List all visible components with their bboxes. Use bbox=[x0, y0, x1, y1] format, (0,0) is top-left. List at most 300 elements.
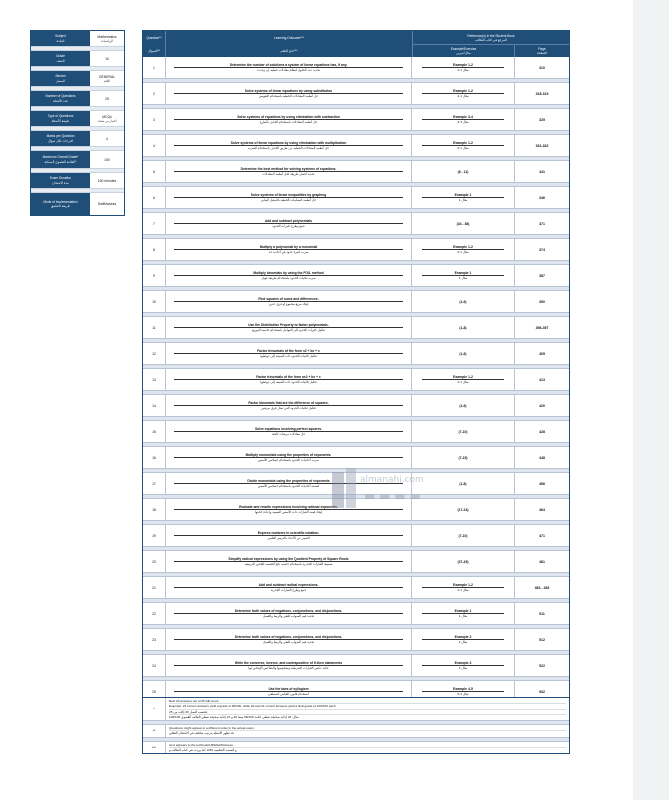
example-ar: مثال 2 bbox=[422, 639, 504, 644]
page-reference: 390 bbox=[539, 299, 545, 304]
info-label-en: Grade bbox=[56, 54, 65, 59]
info-label-en: Marks per Question bbox=[46, 134, 75, 139]
page-reference: 405 bbox=[539, 351, 545, 356]
outcome-ar: كتابة عكس العبارات الشرطية ومعكوسها والمعاكس الإيجابي لها bbox=[174, 665, 403, 670]
info-label-ar: طريقة التطبيق bbox=[50, 204, 71, 208]
outcome-ar: استخدام قانون القياس المنطقي bbox=[174, 691, 403, 696]
example-en: (34 - 38) bbox=[456, 221, 470, 226]
info-label-ar: طبيعة الأسئلة bbox=[51, 118, 70, 123]
note-line: Example: 24 correct answers yield a grade of 96/100, while 20 and 21 correct answers yield a final grade of 100/100 each. bbox=[169, 704, 566, 709]
note-line: كما وردت في كتاب الطالب و LMS و المنصة التعليمية bbox=[169, 748, 237, 753]
header-reference-ar: المرجع في كتاب الطالب bbox=[475, 37, 507, 42]
page-reference: 331-332 bbox=[535, 143, 549, 148]
outcome-ar: ضرب كثيرة حدود في أحادية حد bbox=[174, 249, 403, 254]
page-reference: 448 bbox=[539, 455, 545, 460]
example-reference bbox=[412, 629, 515, 650]
outcome-en: Solve systems of linear inequalities by graphing bbox=[250, 192, 327, 197]
outcome-ar: حل أنظمة المتباينات الخطية بالتمثيل البياني bbox=[174, 197, 403, 202]
info-value-ar: العام bbox=[104, 78, 110, 83]
example-reference bbox=[412, 421, 515, 442]
info-value bbox=[90, 131, 124, 146]
table-row bbox=[143, 603, 569, 625]
outcome-en: Multiply monomials using the properties of exponents. bbox=[245, 452, 332, 457]
outcome-en: Determine truth values of negations, conjunctions, and disjunctions. bbox=[234, 634, 343, 639]
header-example-ar: مثال/تمرين bbox=[456, 51, 471, 55]
outcome-en: Divide monomials using the properties of exponents bbox=[247, 478, 330, 483]
example-ar: مثال 1 bbox=[422, 275, 504, 280]
info-label bbox=[31, 111, 90, 126]
example-en: (1-6) bbox=[459, 299, 467, 304]
header-reference-top bbox=[413, 31, 569, 45]
info-value bbox=[90, 173, 124, 188]
info-value bbox=[90, 193, 124, 215]
example-reference bbox=[412, 655, 515, 676]
learning-outcome bbox=[166, 395, 412, 416]
outcome-en: Use the laws of syllogism bbox=[268, 686, 309, 691]
example-ar: مثال 1 bbox=[422, 613, 504, 618]
note-row bbox=[143, 698, 569, 721]
question-number: 1 bbox=[143, 57, 166, 78]
question-number: 2 bbox=[143, 83, 166, 104]
table-row bbox=[143, 343, 569, 365]
info-row bbox=[31, 51, 124, 67]
question-number: 9 bbox=[143, 265, 166, 286]
table-row bbox=[143, 369, 569, 391]
watermark-book-icon bbox=[332, 472, 344, 508]
example-reference bbox=[412, 525, 515, 546]
page-reference: 456 bbox=[539, 481, 545, 486]
question-number: 16 bbox=[143, 447, 166, 468]
example-reference bbox=[412, 265, 515, 286]
learning-outcome bbox=[166, 421, 412, 442]
info-label-en: Type of Questions bbox=[47, 114, 74, 119]
example-reference bbox=[412, 135, 515, 156]
question-number: 17 bbox=[143, 473, 166, 494]
header-reference-en: Reference(s) in the Student Book bbox=[467, 33, 515, 38]
info-label bbox=[31, 31, 90, 46]
question-number: 4 bbox=[143, 135, 166, 156]
info-row bbox=[31, 111, 124, 127]
outcome-en: Factor trinomials of the form ax2 + bx + c bbox=[256, 374, 321, 379]
question-number: 15 bbox=[143, 421, 166, 442]
page-reference: 511 bbox=[539, 611, 545, 616]
info-label bbox=[31, 51, 90, 66]
header-page-en: Page bbox=[538, 47, 546, 51]
example-ar: مثال 1-2 bbox=[422, 145, 504, 150]
example-reference bbox=[412, 317, 515, 338]
info-value bbox=[90, 51, 124, 66]
outcome-ar: تحليل ثلاثيات الحدود ذات الصيغة إلى عواملها bbox=[174, 353, 403, 358]
outcome-en: Simplify radical expressions by using the Quotient Property of Square Roots bbox=[228, 556, 349, 561]
example-reference bbox=[412, 161, 515, 182]
question-number: 19 bbox=[143, 525, 166, 546]
question-number: 23 bbox=[143, 629, 166, 650]
page-reference: 374 bbox=[539, 247, 545, 252]
outcome-ar: جمع وطرح العبارات الجذرية bbox=[174, 587, 403, 592]
question-number: 3 bbox=[143, 109, 166, 130]
watermark-book-icon bbox=[346, 468, 356, 508]
example-ar: مثال 4-5 bbox=[422, 691, 504, 696]
example-ar: مثال 1-2 bbox=[422, 379, 504, 384]
table-row bbox=[143, 395, 569, 417]
table-row bbox=[143, 317, 569, 339]
learning-outcome bbox=[166, 213, 412, 234]
outcome-en: Evaluate and rewrite expressions involving rational exponents. bbox=[239, 504, 338, 509]
question-number: 22 bbox=[143, 603, 166, 624]
learning-outcome bbox=[166, 109, 412, 130]
page-reference: 346 bbox=[539, 195, 545, 200]
learning-outcome bbox=[166, 265, 412, 286]
info-value bbox=[90, 91, 124, 106]
outcome-ar: التعبير عن الأعداد بالترميز العلمي bbox=[174, 535, 403, 540]
page-reference: 310 bbox=[539, 65, 545, 70]
outcome-ar: ضرب ثنائيات الحدود باستخدام طريقة فويل bbox=[174, 275, 403, 280]
example-en: Example 1 bbox=[454, 271, 472, 275]
example-en: (17-24) bbox=[457, 507, 469, 512]
info-value-ar: اختيار من متعدد bbox=[97, 118, 117, 123]
learning-outcome bbox=[166, 187, 412, 208]
example-en: (7-10) bbox=[458, 533, 468, 538]
page-reference: 483 - 483 bbox=[534, 585, 550, 590]
example-ar: مثال 3-4 bbox=[422, 119, 504, 124]
page-reference: 512 bbox=[539, 637, 545, 642]
info-label bbox=[31, 173, 90, 188]
example-reference bbox=[412, 369, 515, 390]
coverage-table bbox=[142, 30, 570, 708]
example-en: Example 1-2 bbox=[453, 89, 473, 93]
info-value-ar: الرياضيات bbox=[100, 38, 114, 43]
outcome-ar: تحديد عدد الحلول لنظام معادلات خطية، إن وجدت bbox=[174, 67, 403, 72]
table-row bbox=[143, 57, 569, 79]
info-row bbox=[31, 91, 124, 107]
outcome-ar: تحديد قيم الصواب للنفي والربط والفصل bbox=[174, 639, 403, 644]
info-value-en: 4 bbox=[106, 136, 108, 141]
outcome-en: Solve systems of equations by using elimination with subtraction bbox=[237, 114, 340, 119]
info-value bbox=[90, 31, 124, 46]
info-value-en: SwiftAssess bbox=[97, 202, 117, 206]
example-en: (6 - 11) bbox=[457, 169, 469, 174]
question-number: 13 bbox=[143, 369, 166, 390]
info-label-en: Exam Duration bbox=[49, 176, 72, 181]
watermark-arabic-glyphs: ▬ ▬ ▬ ▬ bbox=[364, 489, 421, 503]
example-en: Example 3-4 bbox=[453, 115, 473, 119]
question-number: 25 bbox=[143, 681, 166, 702]
info-value bbox=[90, 71, 124, 86]
outcome-ar: إيجاد قيمة العبارات ذات الأسس النسبية وإعادة كتابتها bbox=[174, 509, 403, 514]
table-body bbox=[143, 57, 569, 707]
learning-outcome bbox=[166, 291, 412, 312]
page-margin-strip bbox=[633, 0, 669, 800]
outcome-ar: حل أنظمة المعادلات الخطية باستخدام التعويض bbox=[174, 93, 403, 98]
outcome-ar: تحديد قيم الصواب للنفي والربط والفصل bbox=[174, 613, 403, 618]
example-en: Example 1 bbox=[454, 609, 472, 613]
learning-outcome bbox=[166, 577, 412, 598]
info-label-ar: المسار bbox=[55, 78, 66, 83]
table-row bbox=[143, 265, 569, 287]
example-reference bbox=[412, 239, 515, 260]
table-row bbox=[143, 551, 569, 573]
info-label-en: Maximum Overall Grade* bbox=[42, 155, 79, 160]
info-label bbox=[31, 193, 90, 215]
outcome-ar: حل أنظمة المعادلات باستخدام الحذف بالطرح bbox=[174, 119, 403, 124]
example-ar: مثال 1-2 bbox=[422, 249, 504, 254]
example-reference bbox=[412, 577, 515, 598]
page-reference: 413 bbox=[539, 377, 545, 382]
outcome-en: Express numbers in scientific notation. bbox=[257, 530, 320, 535]
note-line: تحتسب أفضل 20 إجابة من 25 bbox=[169, 710, 566, 715]
example-en: (1-6) bbox=[459, 403, 467, 408]
example-reference bbox=[412, 213, 515, 234]
outcome-ar: تحليل ثلاثيات الحدود ذات الصيغة إلى عواملها bbox=[174, 379, 403, 384]
example-ar: مثال 1-2 bbox=[422, 587, 504, 592]
outcome-ar: تبسيط العبارات الجذرية باستخدام خاصية ناتج القسمة للجذور التربيعية bbox=[174, 561, 403, 566]
question-number: 11 bbox=[143, 317, 166, 338]
note-line: Questions might appear in a different order in the actual exam. bbox=[169, 726, 566, 731]
outcome-ar: تحليل ثنائيات الحدود التي تمثل فرق مربعين bbox=[174, 405, 403, 410]
example-en: (7-15) bbox=[458, 455, 468, 460]
page-reference: 471 bbox=[539, 533, 545, 538]
learning-outcome bbox=[166, 369, 412, 390]
note-line: مثال: 24 إجابة صحيحة تعطي علامة 96/100 بينما 20 و 21 إجابة صحيحة تعطي العلامة القصوى 100/100 bbox=[169, 714, 299, 719]
question-number: 12 bbox=[143, 343, 166, 364]
example-en: Example 4-5 bbox=[453, 687, 473, 691]
header-example bbox=[413, 45, 515, 57]
example-reference bbox=[412, 291, 515, 312]
outcome-en: Solve systems of linear equations by using substitution bbox=[244, 88, 333, 93]
question-number: 18 bbox=[143, 499, 166, 520]
learning-outcome bbox=[166, 343, 412, 364]
page-reference: 420 bbox=[539, 403, 545, 408]
info-label bbox=[31, 91, 90, 106]
learning-outcome bbox=[166, 603, 412, 624]
learning-outcome bbox=[166, 317, 412, 338]
page-reference: 387 bbox=[539, 273, 545, 278]
header-reference bbox=[413, 31, 569, 57]
header-question-ar: السؤال** bbox=[147, 48, 161, 53]
note-symbol: ** bbox=[143, 725, 166, 737]
info-value-en: Mathematics bbox=[97, 34, 117, 39]
note-row bbox=[143, 725, 569, 738]
example-en: Example 4 bbox=[454, 661, 472, 665]
header-outcome bbox=[166, 31, 413, 57]
table-row bbox=[143, 213, 569, 235]
example-reference bbox=[412, 395, 515, 416]
note-text bbox=[166, 698, 569, 720]
info-value-en: GENERAL bbox=[98, 74, 116, 79]
example-reference bbox=[412, 343, 515, 364]
info-row bbox=[31, 131, 124, 147]
table-row bbox=[143, 421, 569, 443]
info-label-ar: الدرجات لكل سؤال bbox=[47, 138, 74, 143]
note-line: As it appears in the textbook/LMS/SwiftAssess bbox=[169, 743, 566, 748]
table-row bbox=[143, 577, 569, 599]
page-reference: 396-397 bbox=[535, 325, 549, 330]
info-label-ar: عدد الأسئلة bbox=[53, 98, 68, 103]
example-en: Example 2 bbox=[454, 635, 472, 639]
example-en: (1-8) bbox=[459, 481, 467, 486]
notes-table bbox=[142, 697, 570, 754]
example-ar: مثال 1-2 bbox=[422, 93, 504, 98]
example-ar: مثال 4 bbox=[422, 665, 504, 670]
outcome-ar: حل معادلات مربعات كاملة bbox=[174, 431, 403, 436]
example-reference bbox=[412, 57, 515, 78]
info-value-en: 10 bbox=[105, 56, 109, 61]
outcome-en: Determine the best method for solving systems of equations. bbox=[240, 166, 337, 171]
watermark-text: almanahj.com bbox=[360, 475, 424, 485]
example-en: Example 1 bbox=[454, 193, 472, 197]
note-symbol: * bbox=[143, 698, 166, 720]
question-number: 24 bbox=[143, 655, 166, 676]
outcome-en: Determine truth values of negations, conjunctions, and disjunctions. bbox=[234, 608, 343, 613]
outcome-en: Use the Distributive Property to factor polynomials. bbox=[248, 322, 329, 327]
note-text bbox=[166, 742, 569, 754]
info-row bbox=[31, 31, 124, 47]
outcome-en: Factor binomials that are the difference of squares. bbox=[248, 400, 329, 405]
example-reference bbox=[412, 187, 515, 208]
example-en: Example 1-2 bbox=[453, 63, 473, 67]
header-page-ar: الصفحة bbox=[537, 51, 547, 55]
page-reference: 532 bbox=[539, 689, 545, 694]
example-reference bbox=[412, 109, 515, 130]
example-ar: مثال 1-2 bbox=[422, 67, 504, 72]
note-symbol: *** bbox=[143, 742, 166, 754]
question-number: 20 bbox=[143, 551, 166, 572]
outcome-en: Solve equations involving perfect squares. bbox=[254, 426, 323, 431]
learning-outcome bbox=[166, 655, 412, 676]
info-row bbox=[31, 193, 124, 215]
outcome-ar: إيجاد مربع مجموع أو فرق حدين bbox=[174, 301, 403, 306]
info-value bbox=[90, 111, 124, 126]
example-ar: مثال 1 bbox=[422, 197, 504, 202]
question-number: 14 bbox=[143, 395, 166, 416]
outcome-en: Find squares of sums and differences. bbox=[258, 296, 319, 301]
table-row bbox=[143, 629, 569, 651]
header-outcome-en: Learning Outcome*** bbox=[274, 35, 304, 40]
outcome-en: Multiply binomials by using the FOIL method bbox=[253, 270, 324, 275]
example-en: (37-45) bbox=[457, 559, 469, 564]
info-label-ar: المادة bbox=[56, 38, 65, 43]
header-question-en: Question** bbox=[146, 35, 162, 40]
table-header bbox=[143, 31, 569, 57]
question-number: 10 bbox=[143, 291, 166, 312]
header-example-en: Example/Exercise bbox=[450, 47, 477, 51]
header-page bbox=[515, 45, 569, 57]
learning-outcome bbox=[166, 57, 412, 78]
page-reference: 318-319 bbox=[535, 91, 549, 96]
info-value-en: 25 bbox=[105, 96, 109, 101]
header-outcome-ar: ناتج التعلم*** bbox=[280, 48, 298, 53]
page-reference: 371 bbox=[539, 221, 545, 226]
info-value bbox=[90, 151, 124, 168]
outcome-en: Multiply a polynomial by a monomial bbox=[259, 244, 318, 249]
outcome-en: Add and subtract radical expressions. bbox=[258, 582, 319, 587]
question-number: 8 bbox=[143, 239, 166, 260]
page-reference: 481 bbox=[539, 559, 545, 564]
page-reference: 428 bbox=[539, 429, 545, 434]
outcome-en: Add and subtract polynomials bbox=[264, 218, 313, 223]
info-row bbox=[31, 151, 124, 169]
note-text bbox=[166, 725, 569, 737]
info-label-ar: الصف bbox=[56, 58, 65, 63]
learning-outcome bbox=[166, 525, 412, 546]
info-value-en: MCQs bbox=[102, 114, 112, 119]
info-label-en: Stream bbox=[55, 74, 66, 79]
page-reference: 464 bbox=[539, 507, 545, 512]
info-label bbox=[31, 71, 90, 86]
example-reference bbox=[412, 83, 515, 104]
note-row bbox=[143, 742, 569, 754]
page-reference: 341 bbox=[539, 169, 545, 174]
outcome-ar: تحديد أفضل طريقة لحل أنظمة المعادلات bbox=[174, 171, 403, 176]
outcome-ar: حل أنظمة المعادلات الخطية عن طريق الحذف باستخدام الضرب bbox=[174, 145, 403, 150]
exam-info-panel bbox=[30, 30, 125, 216]
outcome-en: Solve systems of linear equations by using elimination with multiplication bbox=[230, 140, 347, 145]
info-label-ar: العلامة القصوى الممكنة* bbox=[44, 159, 77, 164]
outcome-ar: قسمة أحاديات الحدود باستخدام خصائص الأسس bbox=[174, 483, 403, 488]
table-row bbox=[143, 187, 569, 209]
question-number: 6 bbox=[143, 187, 166, 208]
outcome-en: Factor trinomials of the form x2 + bx + c bbox=[257, 348, 320, 353]
table-row bbox=[143, 83, 569, 105]
question-number: 7 bbox=[143, 213, 166, 234]
learning-outcome bbox=[166, 239, 412, 260]
info-label-ar: مدة الامتحان bbox=[52, 180, 69, 185]
info-row bbox=[31, 71, 124, 87]
outcome-en: Determine the number of solutions a system of linear equations has, if any. bbox=[229, 62, 348, 67]
example-en: Example 1-2 bbox=[453, 583, 473, 587]
table-row bbox=[143, 291, 569, 313]
example-en: Example 1-2 bbox=[453, 375, 473, 379]
example-en: Example 1-2 bbox=[453, 141, 473, 145]
info-label-en: Number of Questions bbox=[45, 94, 76, 99]
info-label-en: Subject bbox=[55, 34, 66, 39]
example-reference bbox=[412, 603, 515, 624]
example-reference bbox=[412, 551, 515, 572]
note-line: قد تظهر الأسئلة بترتيب مختلف في الامتحان الفعلي bbox=[169, 731, 234, 736]
table-row bbox=[143, 109, 569, 131]
table-row bbox=[143, 525, 569, 547]
info-label-en: Mode of Implementation bbox=[43, 199, 78, 204]
table-row bbox=[143, 135, 569, 157]
outcome-ar: تحليل كثيرات الحدود إلى العوامل باستخدام خاصية التوزيع bbox=[174, 327, 403, 332]
learning-outcome bbox=[166, 83, 412, 104]
example-en: (7-10) bbox=[458, 429, 468, 434]
header-reference-sub bbox=[413, 45, 569, 57]
example-en: (1-8) bbox=[459, 325, 467, 330]
info-row bbox=[31, 173, 124, 189]
watermark-logo bbox=[330, 462, 440, 518]
learning-outcome bbox=[166, 629, 412, 650]
page-reference: 522 bbox=[539, 663, 545, 668]
outcome-ar: جمع وطرح كثيرات الحدود bbox=[174, 223, 403, 228]
info-label bbox=[31, 131, 90, 146]
page-reference: 325 bbox=[539, 117, 545, 122]
example-en: Example 1-2 bbox=[453, 245, 473, 249]
table-row bbox=[143, 239, 569, 261]
header-question bbox=[143, 31, 166, 57]
question-number: 5 bbox=[143, 161, 166, 182]
table-row bbox=[143, 161, 569, 183]
info-value-en: 100 bbox=[104, 157, 110, 162]
info-label bbox=[31, 151, 90, 168]
learning-outcome bbox=[166, 161, 412, 182]
outcome-en: Write the converse, inverse, and contrapositive of if-then statements bbox=[234, 660, 343, 665]
outcome-ar: ضرب أحاديات الحدود باستخدام خصائص الأسس bbox=[174, 457, 403, 462]
learning-outcome bbox=[166, 551, 412, 572]
note-line: Best 20 answers out of 25 will count bbox=[169, 699, 566, 704]
learning-outcome bbox=[166, 135, 412, 156]
question-number: 21 bbox=[143, 577, 166, 598]
